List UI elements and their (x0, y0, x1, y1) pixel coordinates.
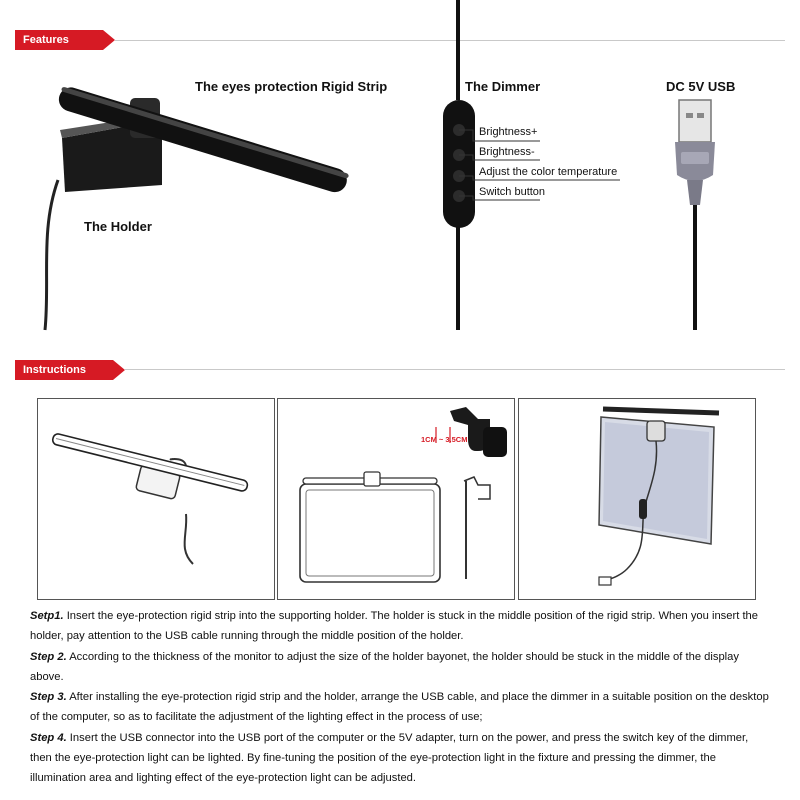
instructions-tag-label: Instructions (23, 364, 86, 376)
dimmer-brightness-minus: Brightness- (479, 146, 535, 158)
step-3-text: After installing the eye-protection rigid strip and the holder, arrange the USB cable, and place the dimmer in a suitable position on the desktop of the computer, so as to facilitate the adjustment of the lighting effect in the process of use; (30, 691, 769, 724)
step-3-label: Step 3. (30, 691, 67, 704)
strip-label: The eyes protection Rigid Strip (195, 79, 388, 94)
step-4 (30, 728, 770, 789)
dimmer-brightness-plus: Brightness+ (479, 126, 538, 138)
holder-label: The Holder (84, 219, 152, 234)
usb-plug-image (665, 95, 725, 335)
features-tag-label: Features (23, 34, 69, 46)
step-2-label: Step 2. (30, 650, 67, 663)
measure-label: 1CM ~ 3.5CM (421, 435, 468, 444)
instruction-panel-2 (277, 398, 515, 600)
steps-text (30, 606, 770, 789)
dimmer-color-temperature: Adjust the color temperature (479, 166, 618, 178)
instructions-tag (15, 360, 125, 380)
dimmer-switch-button: Switch button (479, 186, 546, 198)
step-1-label: Setp1. (30, 610, 64, 622)
features-tag (15, 30, 115, 50)
step-4-text: Insert the USB connector into the USB port of the computer or the 5V adapter, turn on the power, and press the switch key of the dimmer, then the eye-protection light can be lighted. By fine-tuning the position of the eye-protection light in the fixture and pressing the dimmer, the illumination area and lighting effect of the eye-protection light can be adjusted. (30, 731, 749, 785)
dimmer-label: The Dimmer (465, 79, 541, 94)
panel-3-illustration (519, 399, 755, 599)
panel-2-illustration (278, 399, 514, 599)
step-1-text: Insert the eye-protection rigid strip into the supporting holder. The holder is stuck in the middle position of the rigid strip. When you insert the holder, pay attention to the USB cable running through the middle position of the holder. (30, 610, 758, 643)
instruction-panel-1 (37, 398, 275, 600)
instruction-panel-3 (518, 398, 756, 600)
usb-label: DC 5V USB (666, 79, 736, 94)
dimmer-image (435, 0, 625, 330)
step-4-label: Step 4. (30, 731, 67, 744)
panel-1-illustration (38, 399, 274, 599)
instructions-divider (125, 369, 785, 370)
light-bar-holder-image (30, 80, 370, 340)
step-2 (30, 647, 770, 688)
step-2-text: According to the thickness of the monitor to adjust the size of the holder bayonet, the holder should be stuck in the middle of the display above. (30, 650, 739, 683)
step-3 (30, 687, 770, 728)
step-1 (30, 606, 770, 647)
